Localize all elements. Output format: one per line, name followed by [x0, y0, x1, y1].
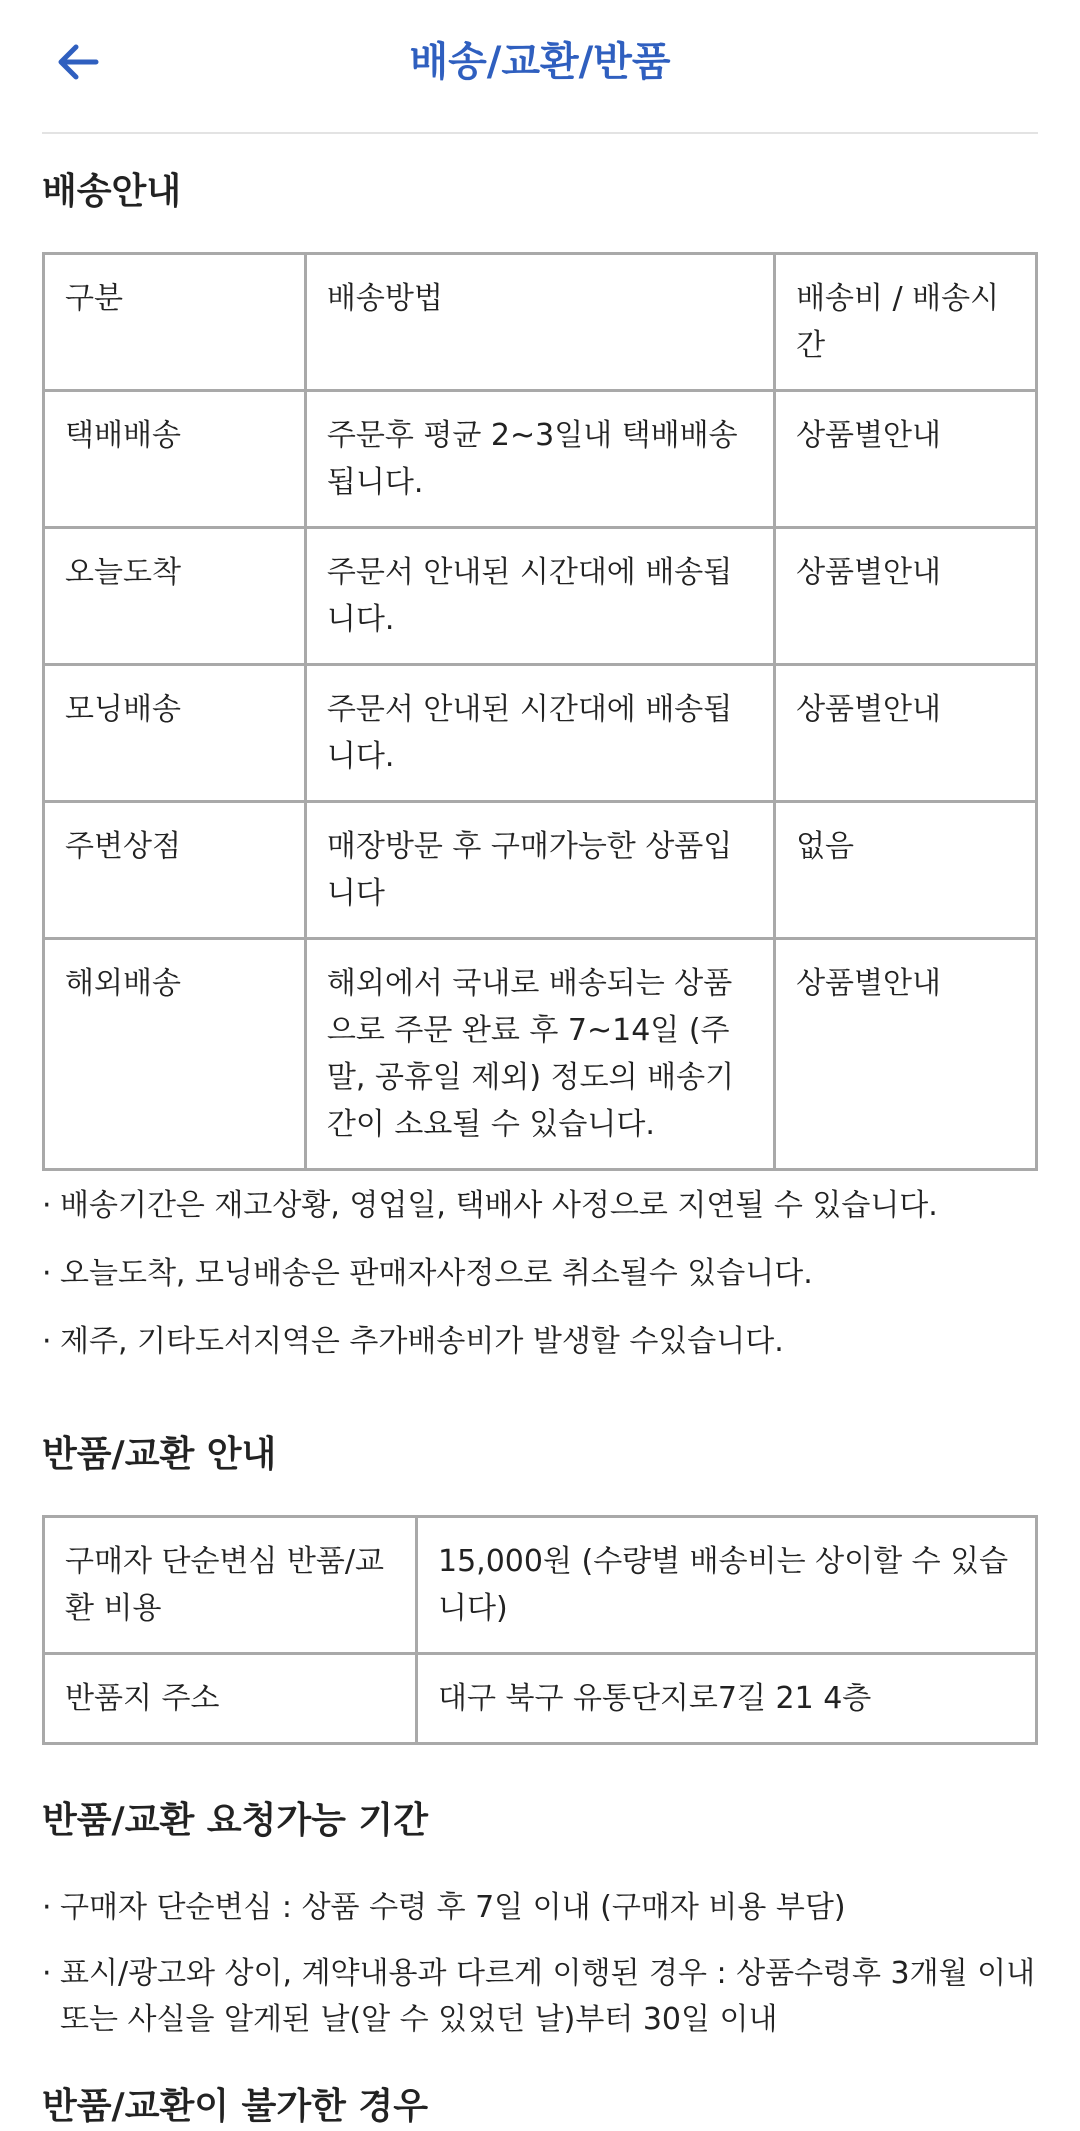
table-row [44, 528, 1037, 665]
note-item: · 오늘도착, 모닝배송은 판매자사정으로 취소될수 있습니다. [42, 1251, 1038, 1297]
row-method: 주문후 평균 2~3일내 택배배송됩니다. [305, 391, 774, 528]
column-header-method: 배송방법 [305, 254, 774, 391]
return-section-title: 반품/교환 안내 [42, 1434, 277, 1475]
row-category: 주변상점 [44, 802, 306, 939]
shipping-notes [42, 1183, 1038, 1365]
note-item: · 제주, 기타도서지역은 추가배송비가 발생할 수있습니다. [42, 1319, 1038, 1365]
row-method: 해외에서 국내로 배송되는 상품으로 주문 완료 후 7~14일 (주말, 공휴일 제외) 정도의 배송기간이 소요될 수 있습니다. [305, 939, 774, 1170]
row-fee: 상품별안내 [775, 528, 1037, 665]
row-method: 매장방문 후 구매가능한 상품입니다 [305, 802, 774, 939]
row-label: 구매자 단순변심 반품/교환 비용 [44, 1517, 417, 1654]
row-method: 주문서 안내된 시간대에 배송됩니다. [305, 665, 774, 802]
top-bar [42, 0, 1038, 134]
shipping-table [42, 252, 1038, 1171]
row-label: 반품지 주소 [44, 1654, 417, 1744]
row-fee: 상품별안내 [775, 939, 1037, 1170]
note-item: · 배송기간은 재고상황, 영업일, 택배사 사정으로 지연될 수 있습니다. [42, 1183, 1038, 1229]
page-content [0, 168, 1080, 2131]
table-row [44, 939, 1037, 1170]
note-item: · 표시/광고와 상이, 계약내용과 다르게 이행된 경우 : 상품수령후 3개월 이내 또는 사실을 알게된 날(알 수 있었던 날)부터 30일 이내 [42, 1951, 1038, 2043]
table-row [44, 1517, 1037, 1654]
row-category: 택배배송 [44, 391, 306, 528]
row-value: 대구 북구 유통단지로7길 21 4층 [417, 1654, 1037, 1744]
table-row [44, 391, 1037, 528]
row-fee: 상품별안내 [775, 665, 1037, 802]
row-fee: 없음 [775, 802, 1037, 939]
column-header-category: 구분 [44, 254, 306, 391]
table-row [44, 665, 1037, 802]
period-section-title: 반품/교환 요청가능 기간 [42, 1800, 428, 1841]
row-value: 15,000원 (수량별 배송비는 상이할 수 있습니다) [417, 1517, 1037, 1654]
note-item: · 구매자 단순변심 : 상품 수령 후 7일 이내 (구매자 비용 부담) [42, 1885, 1038, 1931]
row-category: 해외배송 [44, 939, 306, 1170]
row-fee: 상품별안내 [775, 391, 1037, 528]
row-method: 주문서 안내된 시간대에 배송됩니다. [305, 528, 774, 665]
return-table [42, 1515, 1038, 1745]
page-title: 배송/교환/반품 [409, 39, 671, 85]
row-category: 모닝배송 [44, 665, 306, 802]
table-row [44, 802, 1037, 939]
column-header-fee-time: 배송비 / 배송시간 [775, 254, 1037, 391]
table-header-row [44, 254, 1037, 391]
table-row [44, 1654, 1037, 1744]
cannot-return-section-title: 반품/교환이 불가한 경우 [42, 2086, 428, 2127]
shipping-section-title: 배송안내 [42, 171, 182, 212]
period-notes [42, 1885, 1038, 2043]
row-category: 오늘도착 [44, 528, 306, 665]
